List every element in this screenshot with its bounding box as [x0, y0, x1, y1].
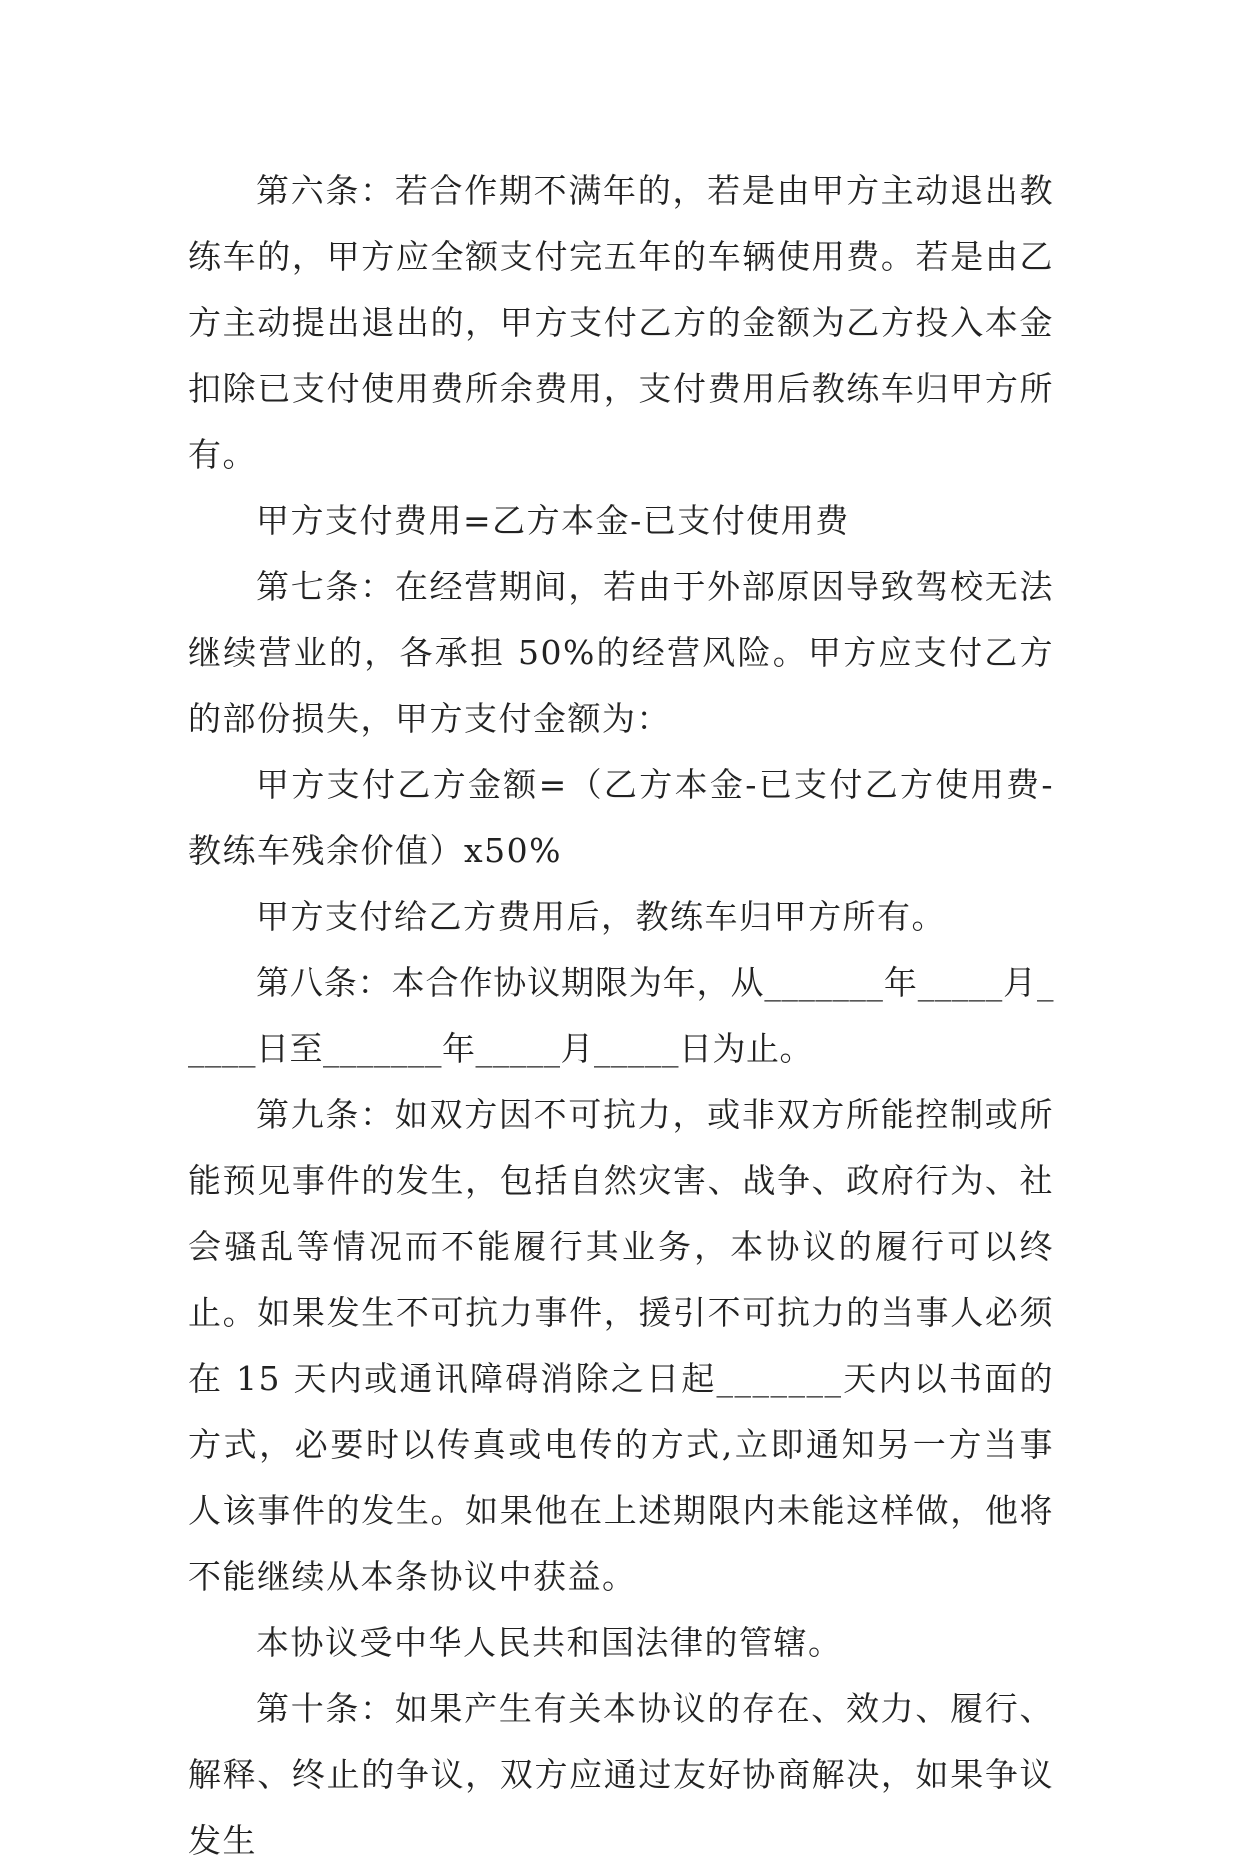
article-6-formula: 甲方支付费用=乙方本金-已支付使用费 — [256, 501, 850, 540]
article-8-paragraph: 第八条：本合作协议期限为年，从_______年_____月_____日至_______年_____月_____日为止。 — [188, 963, 1055, 1068]
article-6-paragraph: 第六条：若合作期不满年的，若是由甲方主动退出教练车的，甲方应全额支付完五年的车辆使用费。若是由乙方主动提出退出的，甲方支付乙方的金额为乙方投入本金扣除已支付使用费所余费用，支付费用后教练车归甲方所有。 — [188, 171, 1054, 474]
article-7-paragraph: 第七条：在经营期间，若由于外部原因导致驾校无法继续营业的，各承担 50%的经营风险。甲方应支付乙方的部份损失，甲方支付金额为： — [188, 567, 1054, 738]
article-7-ownership-note: 甲方支付给乙方费用后，教练车归甲方所有。 — [256, 897, 946, 936]
article-9-paragraph: 第九条：如双方因不可抗力，或非双方所能控制或所能预见事件的发生，包括自然灾害、战争、政府行为、社会骚乱等情况而不能履行其业务，本协议的履行可以终止。如果发生不可抗力事件，援引不可抗力的当事人必须在 15 天内或通讯障碍消除之日起_______天内以书面的方式，必要时以传真或电传的方式,立即通知另一方当事人该事件的发生。如果他在上述期限内未能这样做，他将不能继续从本条协议中获益。 — [188, 1095, 1054, 1596]
article-10-paragraph: 第十条：如果产生有关本协议的存在、效力、履行、解释、终止的争议，双方应通过友好协商解决，如果争议发生 — [188, 1689, 1054, 1860]
governing-law-paragraph: 本协议受中华人民共和国法律的管辖。 — [256, 1623, 843, 1662]
document-body — [188, 158, 1054, 1874]
article-7-formula: 甲方支付乙方金额=（乙方本金-已支付乙方使用费-教练车残余价值）x50% — [188, 765, 1054, 870]
